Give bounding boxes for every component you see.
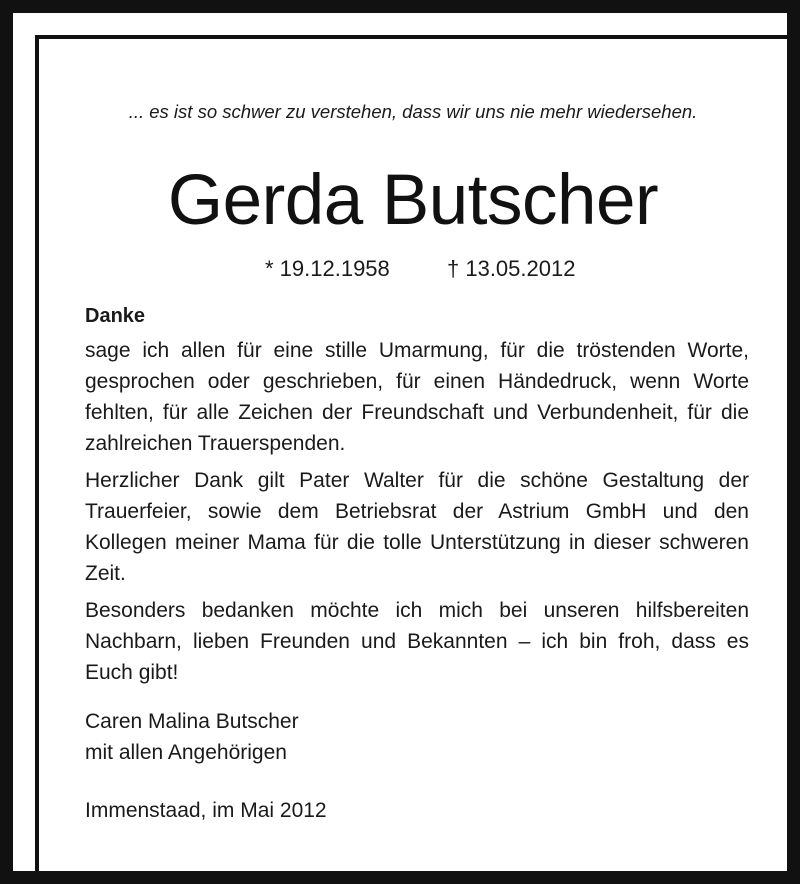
- thanks-paragraph: Besonders bedanken möchte ich mich bei unseren hilfsbereiten Nachbarn, lieben Freunden und Bekannten – ich bin froh, dass es Euch gibt!: [85, 599, 749, 684]
- death-date: † 13.05.2012: [447, 256, 576, 281]
- deceased-name: Gerda Butscher: [167, 161, 659, 240]
- thanks-paragraph: sage ich allen für eine stille Umarmung, für die tröstenden Worte, gesprochen oder geschrieben, für einen Händedruck, wenn Worte fehlten, für alle Zeichen der Freundschaft und Verbundenheit, für die zahlreichen Trauerspenden.: [85, 339, 749, 455]
- place-and-date: Immenstaad, im Mai 2012: [85, 799, 327, 822]
- signature-block: [85, 706, 299, 768]
- signature-name: Caren Malina Butscher: [85, 710, 299, 733]
- memorial-quote: ... es ist so schwer zu verstehen, dass wir uns nie mehr wiedersehen.: [128, 101, 698, 122]
- thanks-body: [85, 335, 749, 694]
- notice-inner-frame: [35, 35, 791, 875]
- signature-relatives: mit allen Angehörigen: [85, 741, 287, 764]
- thanks-heading: Danke: [85, 305, 146, 327]
- thanks-paragraph: Herzlicher Dank gilt Pater Walter für die schöne Gestaltung der Trauerfeier, sowie dem Betriebsrat der Astrium GmbH und den Kollegen meiner Mama für die tolle Unterstützung in dieser schweren Zeit.: [85, 469, 749, 585]
- birth-date: * 19.12.1958: [265, 256, 390, 281]
